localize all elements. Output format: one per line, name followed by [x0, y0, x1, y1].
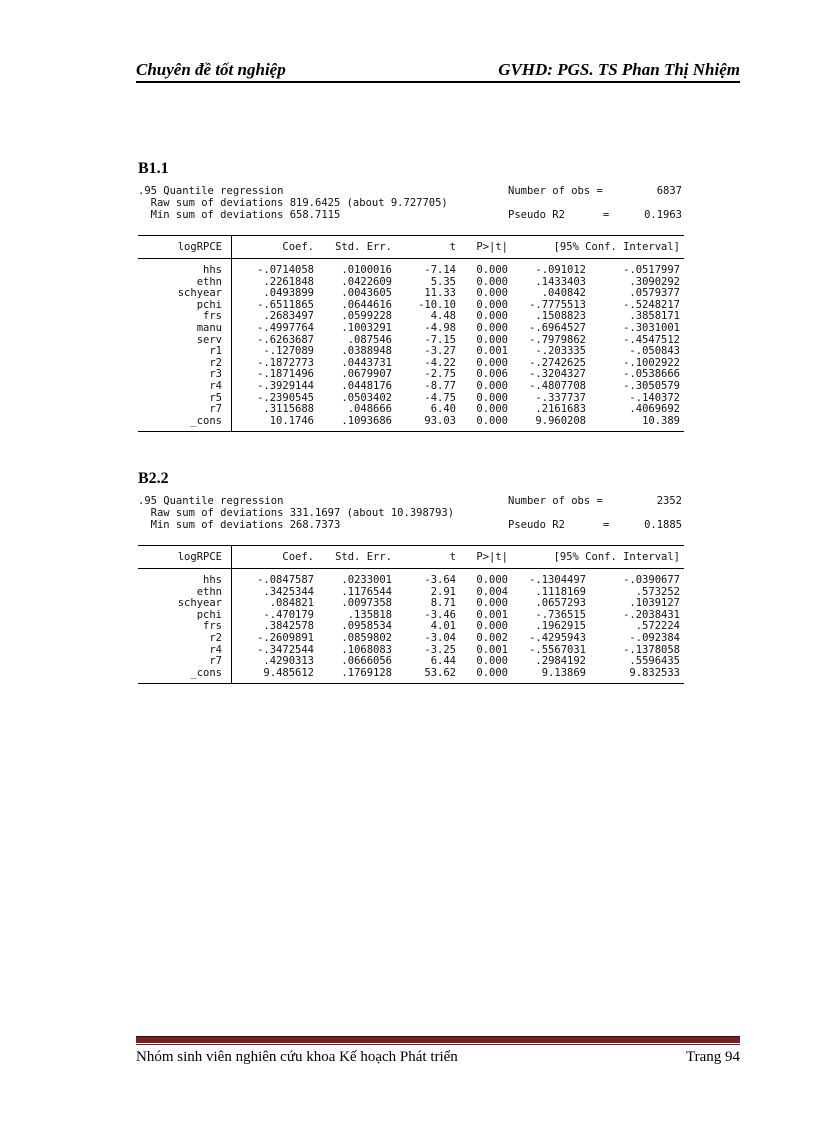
col-stderr: Std. Err. — [335, 551, 392, 563]
ci-upper: -.1002922 — [623, 356, 680, 369]
footer-rule-thin — [136, 1044, 740, 1045]
pseudo-r2-value: 0.1885 — [644, 519, 682, 531]
variable-name: ethn — [196, 275, 222, 288]
coef-value: .2261848 — [263, 275, 314, 288]
stderr-value: .0644616 — [341, 298, 392, 311]
nobs-label: Number of obs = — [508, 495, 603, 507]
col-depvar: logRPCE — [177, 551, 222, 563]
page-header — [136, 58, 740, 82]
stderr-value: .0448176 — [341, 379, 392, 392]
col-conf-interval: [95% Conf. Interval] — [553, 551, 680, 563]
header-advisor: GVHD: PGS. TS Phan Thị Nhiệm — [498, 60, 740, 79]
stderr-value: .0958534 — [341, 620, 392, 633]
coef-value: -.1871496 — [257, 368, 314, 381]
ci-lower: 9.960208 — [535, 414, 586, 427]
table-row — [138, 310, 684, 322]
coef-value: -.2390545 — [257, 391, 314, 404]
regression-header — [138, 185, 684, 221]
t-value: 4.01 — [430, 620, 456, 633]
stderr-value: .0043605 — [341, 287, 392, 300]
t-value: 11.33 — [424, 287, 456, 300]
col-t: t — [449, 241, 456, 253]
col-t: t — [449, 551, 456, 563]
table-row — [138, 620, 684, 632]
raw-sum-deviations: Raw sum of deviations 819.6425 (about 9.727705) — [138, 197, 448, 209]
col-conf-interval: [95% Conf. Interval] — [553, 241, 680, 253]
ci-lower: .040842 — [541, 287, 586, 300]
p-value: 0.000 — [476, 264, 508, 276]
regression-output-b22 — [138, 495, 684, 684]
coef-value: .3842578 — [263, 620, 314, 633]
ci-upper: -.1378058 — [623, 643, 680, 656]
regression-type: .95 Quantile regression — [138, 185, 284, 197]
variable-name: hhs — [203, 574, 222, 586]
ci-upper: -.0517997 — [623, 264, 680, 276]
table-row — [138, 345, 684, 357]
table-row — [138, 415, 684, 427]
ci-lower: .0657293 — [535, 597, 586, 610]
table-row — [138, 368, 684, 380]
t-value: -3.64 — [424, 574, 456, 586]
table-spacer — [138, 678, 684, 683]
p-value: 0.000 — [476, 321, 508, 334]
ci-lower: .2984192 — [535, 655, 586, 668]
table-spacer — [138, 426, 684, 431]
ci-lower: -.203335 — [535, 345, 586, 358]
variable-name: hhs — [203, 264, 222, 276]
nobs-value: 2352 — [656, 495, 682, 507]
p-value: 0.000 — [476, 403, 508, 416]
raw-sum-deviations: Raw sum of deviations 331.1697 (about 10.398793) — [138, 507, 455, 519]
p-value: 0.000 — [476, 379, 508, 392]
variable-name: r5 — [209, 391, 222, 404]
p-value: 0.000 — [476, 356, 508, 369]
t-value: 93.03 — [424, 414, 456, 427]
coef-value: -.0714058 — [257, 264, 314, 276]
coef-value: -.1872773 — [257, 356, 314, 369]
coef-value: .0493899 — [263, 287, 314, 300]
stderr-value: .1769128 — [341, 666, 392, 679]
p-value: 0.000 — [476, 333, 508, 346]
ci-upper: .5596435 — [629, 655, 680, 668]
coef-value: -.2609891 — [257, 631, 314, 644]
variable-name: pchi — [196, 298, 222, 311]
stderr-value: .0233001 — [341, 574, 392, 586]
coef-value: -.3472544 — [257, 643, 314, 656]
ci-lower: -.5567031 — [529, 643, 586, 656]
ci-lower: -.3204327 — [529, 368, 586, 381]
table-row — [138, 667, 684, 679]
table-row — [138, 597, 684, 609]
ci-lower: -.337737 — [535, 391, 586, 404]
ci-upper: -.092384 — [629, 631, 680, 644]
coef-value: -.3929144 — [257, 379, 314, 392]
table-row — [138, 632, 684, 644]
p-value: 0.004 — [476, 585, 508, 598]
ci-upper: .4069692 — [629, 403, 680, 416]
t-value: 8.71 — [430, 597, 456, 610]
min-sum-deviations: Min sum of deviations 658.7115 — [138, 209, 341, 221]
variable-name: r7 — [209, 655, 222, 668]
ci-upper: -.3050579 — [623, 379, 680, 392]
ci-lower: .1118169 — [535, 585, 586, 598]
coef-value: -.6263687 — [257, 333, 314, 346]
variable-name: _cons — [190, 666, 222, 679]
table-row — [138, 299, 684, 311]
nobs-value: 6837 — [656, 185, 682, 197]
variable-name: schyear — [177, 287, 222, 300]
t-value: 5.35 — [430, 275, 456, 288]
variable-name: pchi — [196, 608, 222, 621]
p-value: 0.001 — [476, 643, 508, 656]
t-value: -3.46 — [424, 608, 456, 621]
table-header-row — [138, 236, 684, 259]
p-value: 0.000 — [476, 655, 508, 668]
t-value: 4.48 — [430, 310, 456, 323]
table-row — [138, 322, 684, 334]
table-row — [138, 392, 684, 404]
table-row — [138, 380, 684, 392]
ci-upper: 9.832533 — [629, 666, 680, 679]
t-value: -3.04 — [424, 631, 456, 644]
variable-name: r7 — [209, 403, 222, 416]
stderr-value: .0666056 — [341, 655, 392, 668]
ci-upper: .3090292 — [629, 275, 680, 288]
ci-upper: .572224 — [635, 620, 680, 633]
t-value: 53.62 — [424, 666, 456, 679]
coef-value: -.470179 — [263, 608, 314, 621]
nobs-label: Number of obs = — [508, 185, 603, 197]
t-value: 6.40 — [430, 403, 456, 416]
coefficient-table — [138, 235, 684, 432]
variable-name: schyear — [177, 597, 222, 610]
variable-name: frs — [203, 620, 222, 633]
table-row — [138, 264, 684, 276]
header-rule — [136, 81, 740, 83]
col-depvar: logRPCE — [177, 241, 222, 253]
ci-lower: -.736515 — [535, 608, 586, 621]
ci-upper: .0579377 — [629, 287, 680, 300]
t-value: -4.75 — [424, 391, 456, 404]
table-row — [138, 586, 684, 598]
stderr-value: .1003291 — [341, 321, 392, 334]
section-title-b11: B1.1 — [138, 160, 169, 177]
ci-upper: -.4547512 — [623, 333, 680, 346]
coef-value: .084821 — [269, 597, 314, 610]
stderr-value: .0097358 — [341, 597, 392, 610]
variable-name: ethn — [196, 585, 222, 598]
ci-lower: .1962915 — [535, 620, 586, 633]
ci-upper: .573252 — [635, 585, 680, 598]
ci-lower: -.091012 — [535, 264, 586, 276]
ci-lower: .1433403 — [535, 275, 586, 288]
p-value: 0.000 — [476, 275, 508, 288]
t-value: -3.25 — [424, 643, 456, 656]
p-value: 0.000 — [476, 310, 508, 323]
ci-upper: -.140372 — [629, 391, 680, 404]
p-value: 0.001 — [476, 608, 508, 621]
t-value: -8.77 — [424, 379, 456, 392]
stderr-value: .1176544 — [341, 585, 392, 598]
coef-value: .2683497 — [263, 310, 314, 323]
header-title: Chuyên đề tốt nghiệp — [136, 60, 286, 79]
stderr-value: .087546 — [347, 333, 392, 346]
col-coef: Coef. — [282, 241, 314, 253]
table-row — [138, 287, 684, 299]
col-stderr: Std. Err. — [335, 241, 392, 253]
section-title-b22: B2.2 — [138, 470, 169, 487]
ci-lower: -.2742625 — [529, 356, 586, 369]
ci-upper: -.0390677 — [623, 574, 680, 586]
col-pvalue: P>|t| — [476, 241, 508, 253]
coef-value: -.4997764 — [257, 321, 314, 334]
ci-lower: -.4807708 — [529, 379, 586, 392]
coef-value: .4290313 — [263, 655, 314, 668]
coef-value: -.127089 — [263, 345, 314, 358]
ci-lower: 9.13869 — [541, 666, 586, 679]
col-pvalue: P>|t| — [476, 551, 508, 563]
ci-upper: 10.389 — [642, 414, 680, 427]
stderr-value: .0859802 — [341, 631, 392, 644]
ci-lower: -.7775513 — [529, 298, 586, 311]
table-row — [138, 574, 684, 586]
stderr-value: .0679907 — [341, 368, 392, 381]
table-header-row — [138, 546, 684, 569]
table-row — [138, 334, 684, 346]
table-row — [138, 644, 684, 656]
stderr-value: .0100016 — [341, 264, 392, 276]
pseudo-r2-label: Pseudo R2 = — [508, 519, 610, 531]
variable-name: serv — [196, 333, 222, 346]
variable-name: _cons — [190, 414, 222, 427]
ci-upper: -.2038431 — [623, 608, 680, 621]
p-value: 0.000 — [476, 287, 508, 300]
regression-type: .95 Quantile regression — [138, 495, 284, 507]
regression-header — [138, 495, 684, 531]
p-value: 0.001 — [476, 345, 508, 358]
regression-output-b11 — [138, 185, 684, 432]
coef-value: 10.1746 — [269, 414, 314, 427]
t-value: -10.10 — [418, 298, 456, 311]
table-row — [138, 276, 684, 288]
pseudo-r2-label: Pseudo R2 = — [508, 209, 610, 221]
p-value: 0.006 — [476, 368, 508, 381]
stderr-value: .0599228 — [341, 310, 392, 323]
p-value: 0.002 — [476, 631, 508, 644]
p-value: 0.000 — [476, 391, 508, 404]
ci-lower: -.4295943 — [529, 631, 586, 644]
ci-upper: .1039127 — [629, 597, 680, 610]
variable-name: r4 — [209, 379, 222, 392]
table-row — [138, 655, 684, 667]
footer-group: Nhóm sinh viên nghiên cứu khoa Kế hoạch Phát triển — [136, 1049, 458, 1065]
t-value: -3.27 — [424, 345, 456, 358]
coef-value: 9.485612 — [263, 666, 314, 679]
stderr-value: .048666 — [347, 403, 392, 416]
t-value: -7.15 — [424, 333, 456, 346]
col-coef: Coef. — [282, 551, 314, 563]
ci-upper: -.0538666 — [623, 368, 680, 381]
p-value: 0.000 — [476, 620, 508, 633]
t-value: 6.44 — [430, 655, 456, 668]
variable-name: r2 — [209, 631, 222, 644]
variable-name: r3 — [209, 368, 222, 381]
t-value: -7.14 — [424, 264, 456, 276]
table-row — [138, 609, 684, 621]
t-value: -4.22 — [424, 356, 456, 369]
min-sum-deviations: Min sum of deviations 268.7373 — [138, 519, 341, 531]
p-value: 0.000 — [476, 666, 508, 679]
table-row — [138, 403, 684, 415]
t-value: 2.91 — [430, 585, 456, 598]
ci-lower: -.6964527 — [529, 321, 586, 334]
coef-value: .3425344 — [263, 585, 314, 598]
coefficient-table — [138, 545, 684, 684]
ci-lower: -.7979862 — [529, 333, 586, 346]
footer-rule — [136, 1036, 740, 1043]
table-row — [138, 357, 684, 369]
p-value: 0.000 — [476, 574, 508, 586]
variable-name: r4 — [209, 643, 222, 656]
stderr-value: .1068083 — [341, 643, 392, 656]
stderr-value: .1093686 — [341, 414, 392, 427]
stderr-value: .0422609 — [341, 275, 392, 288]
ci-lower: .2161683 — [535, 403, 586, 416]
ci-lower: -.1304497 — [529, 574, 586, 586]
coef-value: -.6511865 — [257, 298, 314, 311]
ci-upper: -.3031001 — [623, 321, 680, 334]
stderr-value: .135818 — [347, 608, 392, 621]
page-number: Trang 94 — [685, 1049, 740, 1065]
p-value: 0.000 — [476, 597, 508, 610]
stderr-value: .0443731 — [341, 356, 392, 369]
t-value: -4.98 — [424, 321, 456, 334]
ci-lower: .1508823 — [535, 310, 586, 323]
ci-upper: .3858171 — [629, 310, 680, 323]
pseudo-r2-value: 0.1963 — [644, 209, 682, 221]
ci-upper: -.050843 — [629, 345, 680, 358]
stderr-value: .0503402 — [341, 391, 392, 404]
variable-name: manu — [196, 321, 222, 334]
p-value: 0.000 — [476, 298, 508, 311]
ci-upper: -.5248217 — [623, 298, 680, 311]
coef-value: .3115688 — [263, 403, 314, 416]
t-value: -2.75 — [424, 368, 456, 381]
p-value: 0.000 — [476, 414, 508, 427]
coef-value: -.0847587 — [257, 574, 314, 586]
variable-name: r2 — [209, 356, 222, 369]
variable-name: frs — [203, 310, 222, 323]
stderr-value: .0388948 — [341, 345, 392, 358]
variable-name: r1 — [209, 345, 222, 358]
